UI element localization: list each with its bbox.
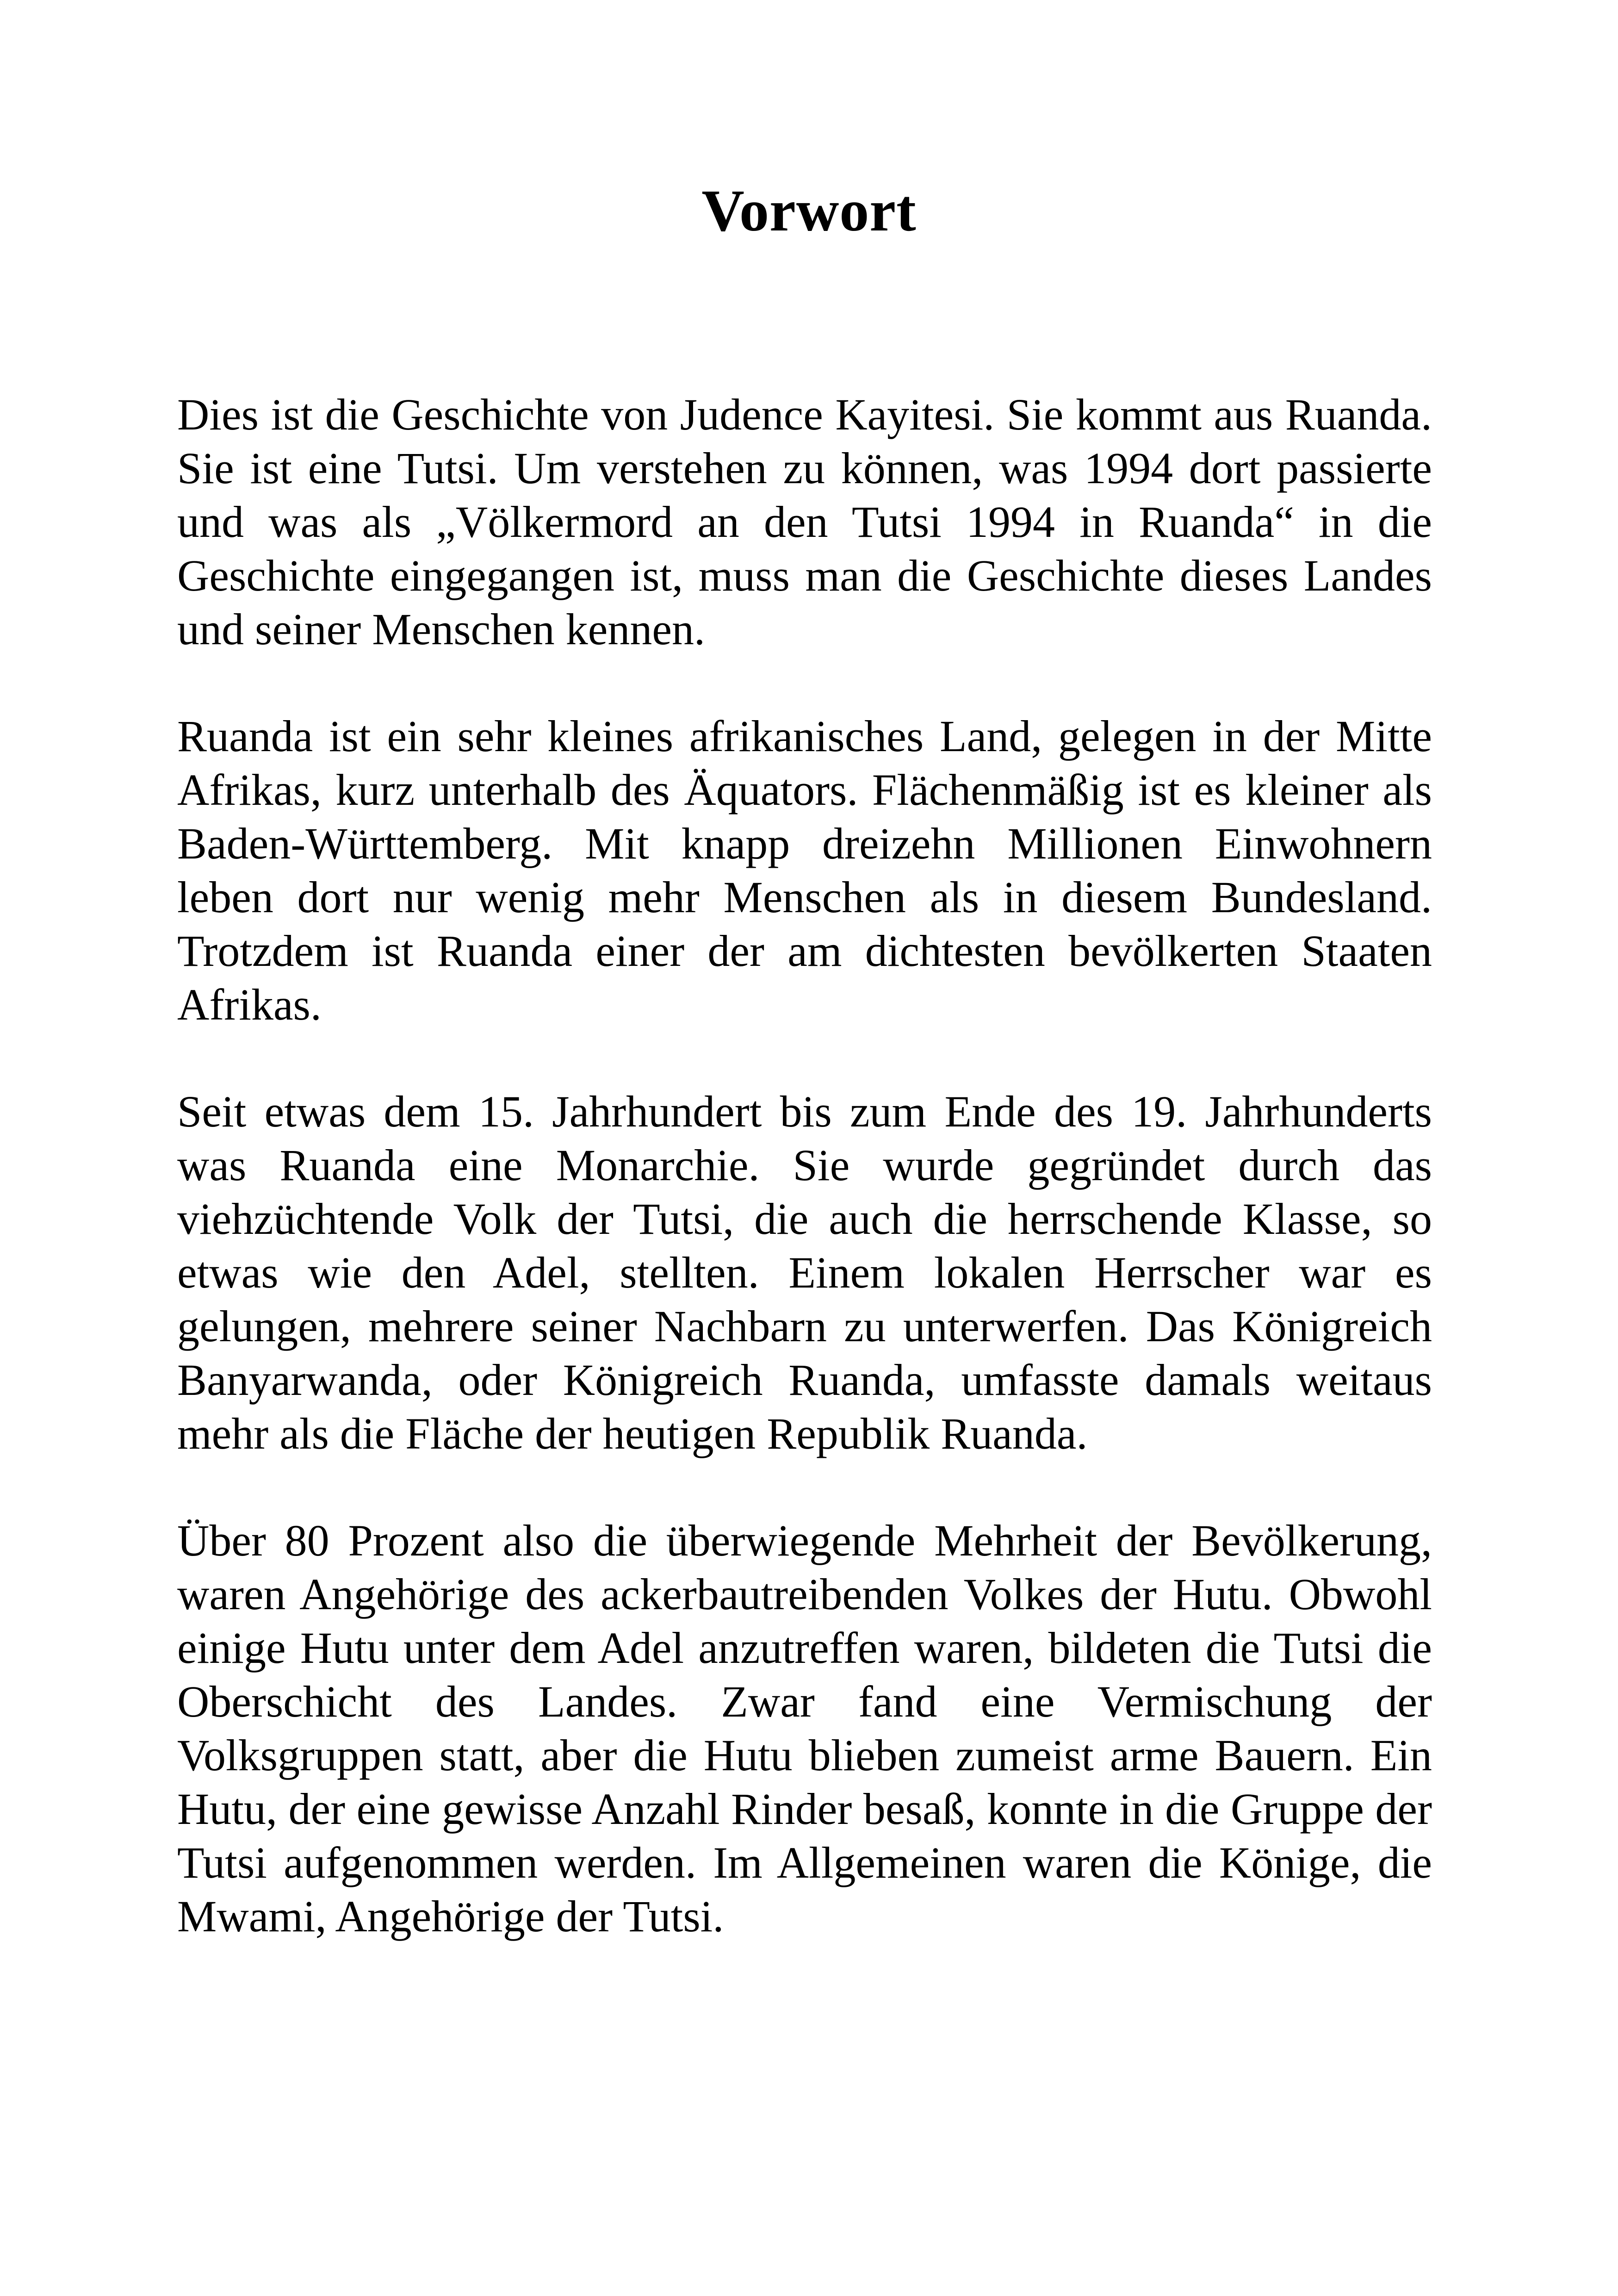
paragraph-4: Über 80 Prozent also die überwiegende Mehrheit der Bevölkerung, waren Angehörige des ackerbautreibenden Volkes der Hutu. Obwohl einige Hutu unter dem Adel anzutreffen waren, bildeten die Tutsi die Oberschicht des Landes. Zwar fand eine Vermischung der Volksgruppen statt, aber die Hutu blieben zumeist arme Bauern. Ein Hutu, der eine gewisse Anzahl Rinder besaß, konnte in die Gruppe der Tutsi aufgenommen werden. Im Allgemeinen waren die Könige, die Mwami, Angehörige der Tutsi.: [177, 1516, 1432, 1941]
body-text: [177, 388, 1432, 1997]
paragraph-3: Seit etwas dem 15. Jahrhundert bis zum Ende des 19. Jahrhunderts was Ruanda eine Monarchie. Sie wurde gegründet durch das viehzüchtende Volk der Tutsi, die auch die herrschende Klasse, so etwas wie den Adel, stellten. Einem lokalen Herrscher war es gelungen, mehrere seiner Nachbarn zu unterwerfen. Das Königreich Banyarwanda, oder Königreich Ruanda, umfasste damals weitaus mehr als die Fläche der heutigen Republik Ruanda.: [177, 1087, 1432, 1458]
page-title: Vorwort: [701, 178, 917, 243]
paragraph-2: Ruanda ist ein sehr kleines afrikanisches Land, gelegen in der Mitte Afrikas, kurz unterhalb des Äquators. Flächenmäßig ist es kleiner als Baden-Württemberg. Mit knapp dreizehn Millionen Einwohnern leben dort nur wenig mehr Menschen als in diesem Bundesland. Trotzdem ist Ruanda einer der am dichtesten bevölkerten Staaten Afrikas.: [177, 711, 1432, 1029]
paragraph-1: Dies ist die Geschichte von Judence Kayitesi. Sie kommt aus Ruanda. Sie ist eine Tutsi. Um verstehen zu können, was 1994 dort passierte und was als „Völkermord an den Tutsi 1994 in Ruanda“ in die Geschichte eingegangen ist, muss man die Geschichte dieses Landes und seiner Menschen kennen.: [177, 390, 1432, 654]
